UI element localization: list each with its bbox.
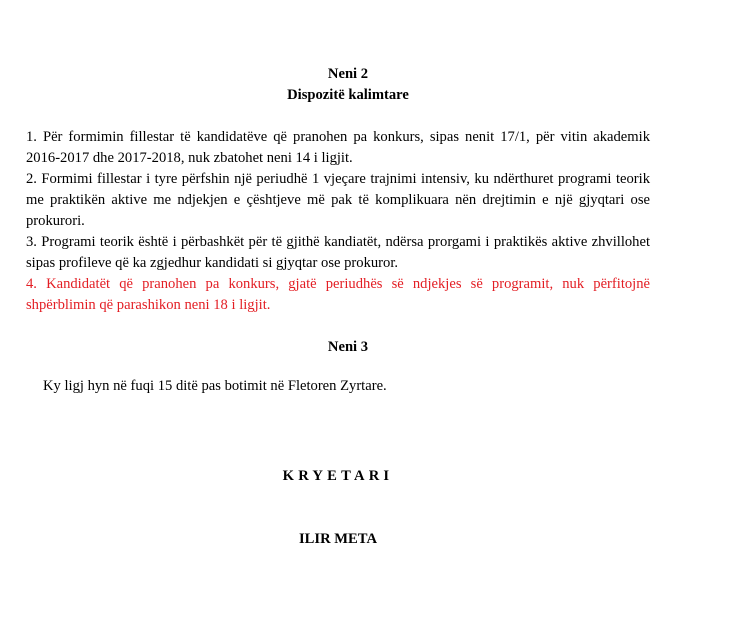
signature-name: ILIR META (299, 531, 377, 547)
signature-title: KRYETARI (282, 468, 394, 484)
document-body (26, 64, 650, 397)
article-2-paragraph-3: 3. Programi teorik është i përbashkët për të gjithë kandiatët, ndërsa prorgami i praktikës aktive zhvillohet sipas profileve që ka zgjedhur kandidati si gjyqtar ose prokuror. (26, 234, 650, 271)
article-3-text: Ky ligj hyn në fuqi 15 ditë pas botimit në Fletoren Zyrtare. (43, 378, 387, 394)
article-2-paragraphs (26, 127, 650, 316)
article-3-title: Neni 3 (327, 339, 369, 355)
article-2-paragraph-1: 1. Për formimin fillestar të kandidatëve që pranohen pa konkurs, sipas nenit 17/1, për vitin akademik 2016-2017 dhe 2017-2018, nuk zbatohet neni 14 i ligjit. (26, 129, 650, 166)
article-2-subtitle: Dispozitë kalimtare (287, 87, 409, 103)
article-2-paragraph-2: 2. Formimi fillestar i tyre përfshin një periudhë 1 vjeçare trajnimi intensiv, ku ndërthuret programi teorik me praktikën aktive me ndjekjen e çështjeve më pak të komplikuara nën drejtimin e një gjyqtari ose prokurori. (26, 171, 650, 229)
article-2-paragraph-4-highlighted: 4. Kandidatët që pranohen pa konkurs, gjatë periudhës së ndjekjes së programit, nuk përfitojnë shpërblimin që parashikon neni 18 i ligjit. (26, 276, 650, 313)
article-2-title: Neni 2 (327, 66, 369, 82)
